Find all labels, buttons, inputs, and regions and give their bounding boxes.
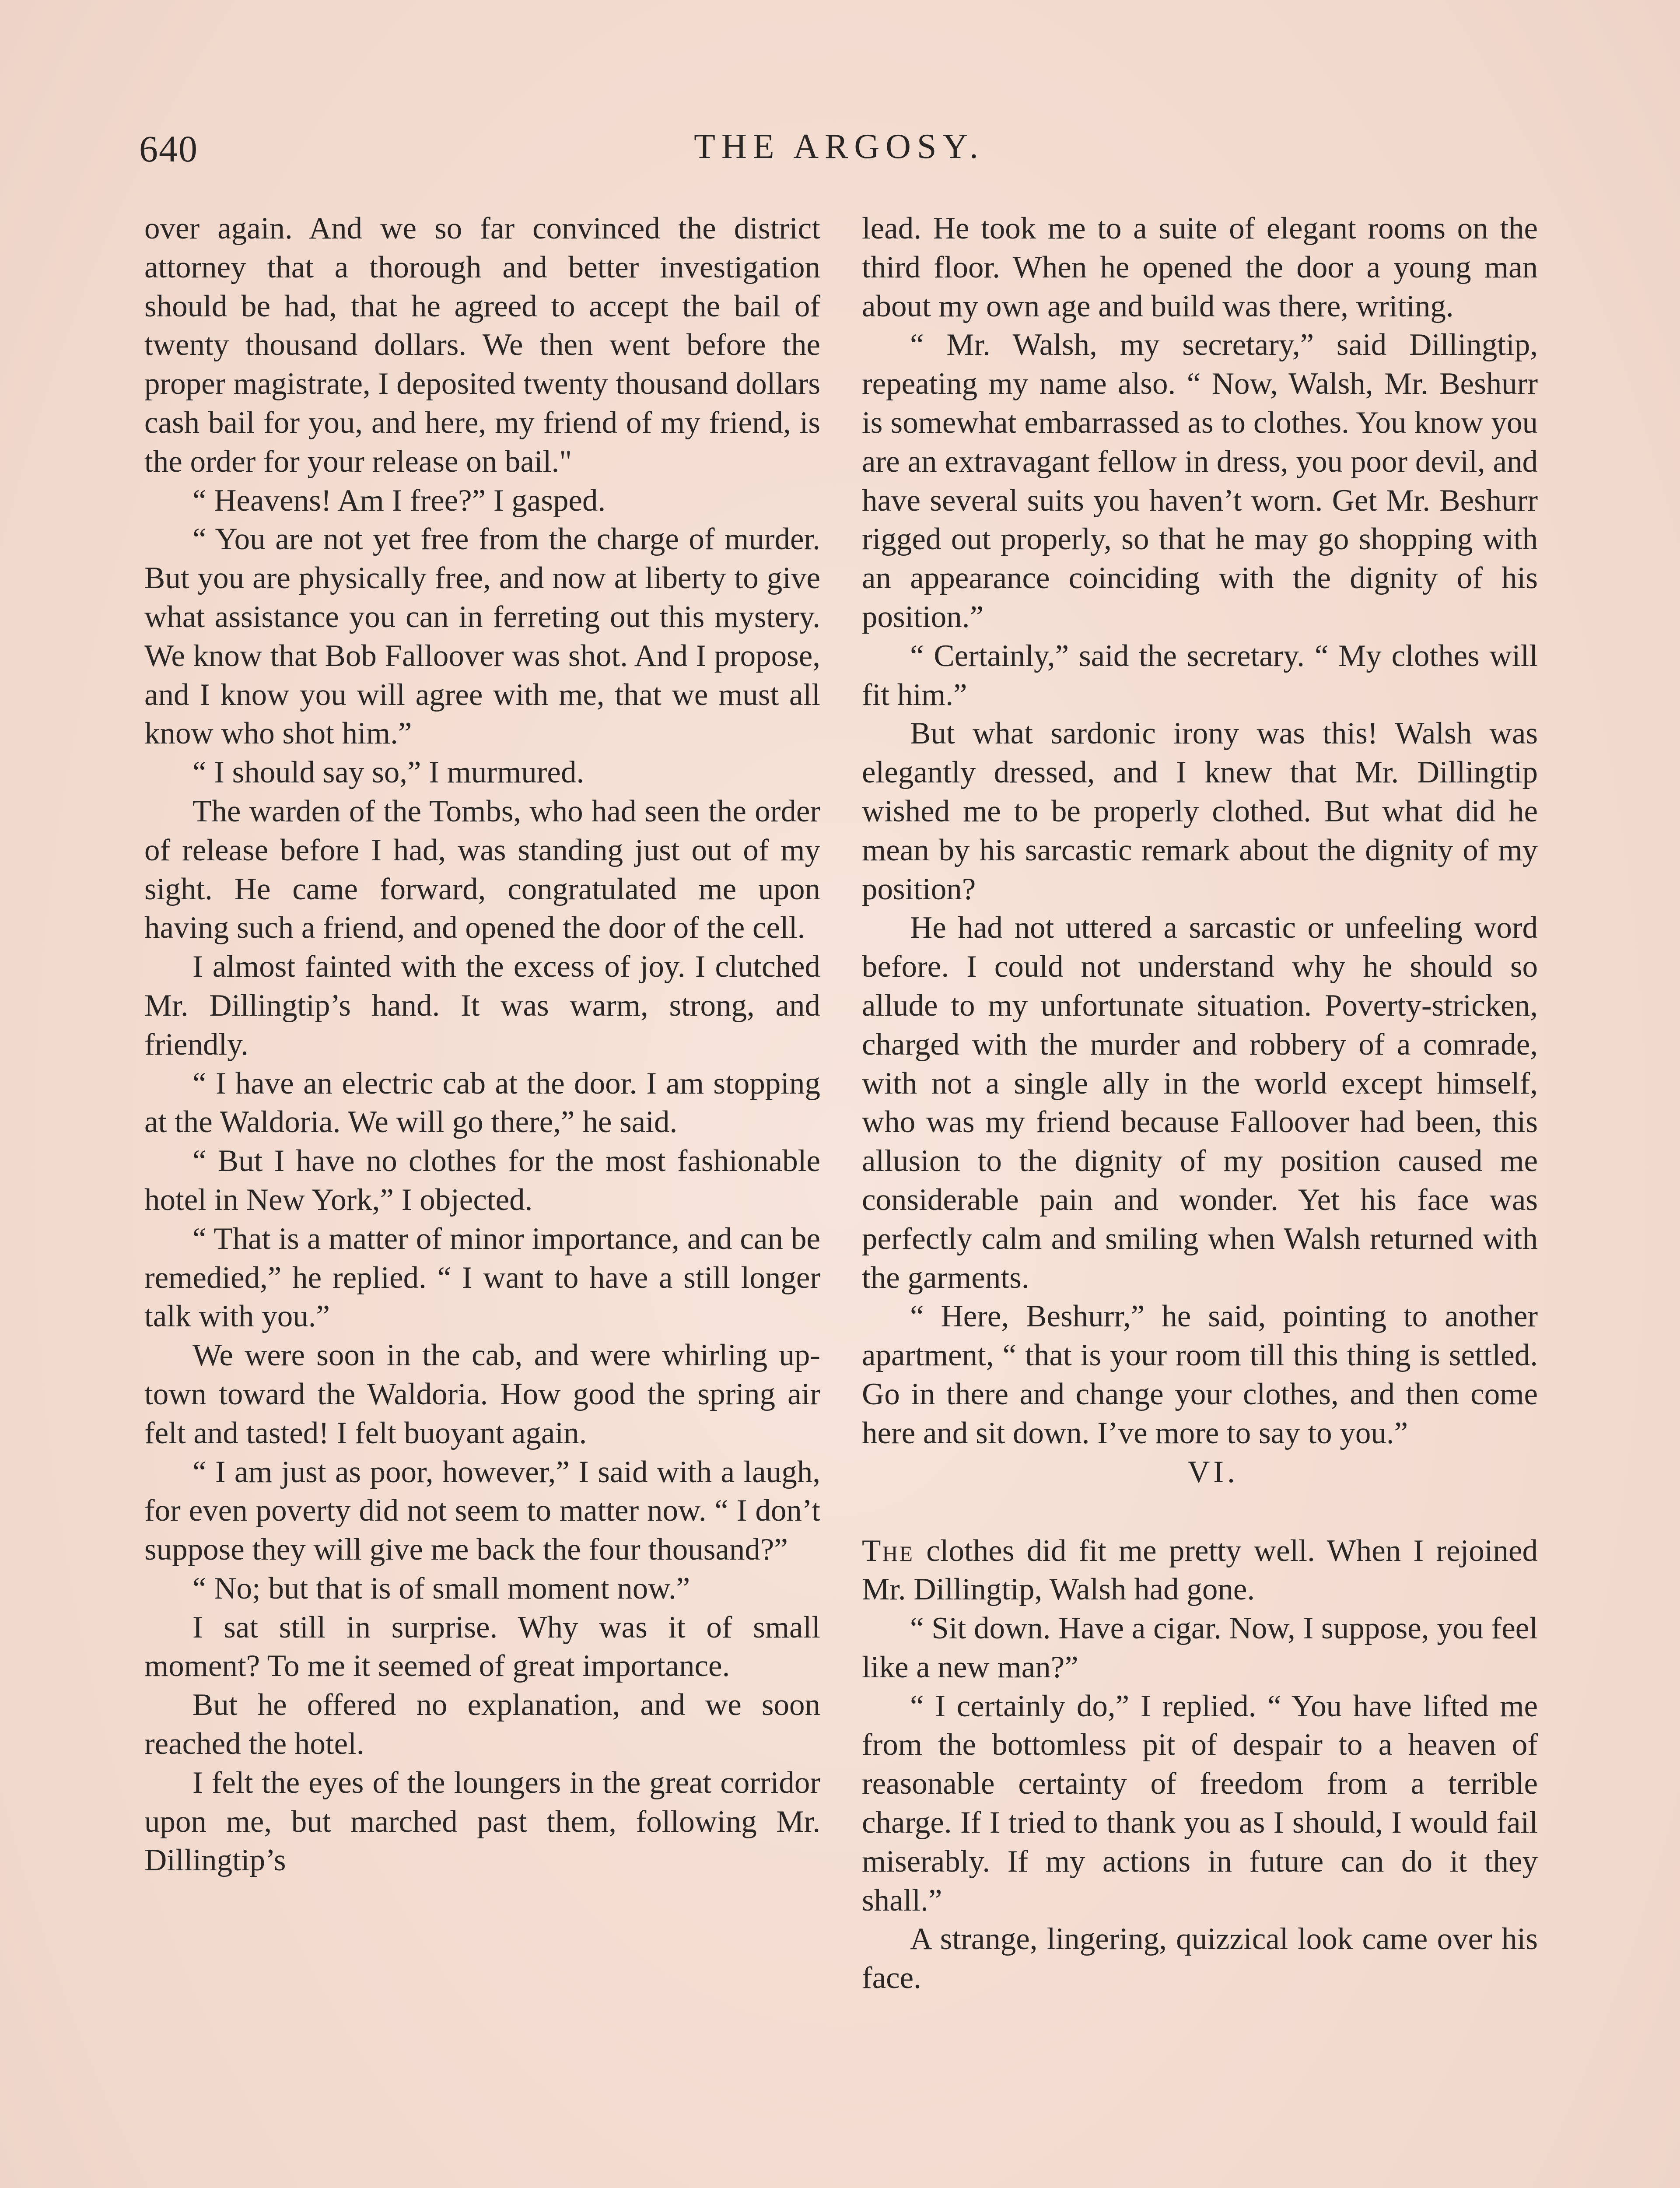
page-number: 640 <box>139 128 198 170</box>
paragraph: I felt the eyes of the loungers in the great corridor upon me, but marched past them, following Mr. Dillingtip’s <box>144 1765 820 1878</box>
paragraph: “ That is a matter of minor importance, and can be remedied,” he replied. “ I want to have a still longer talk with you.” <box>144 1221 820 1334</box>
right-column <box>862 209 1538 1998</box>
paragraph: “ But I have no clothes for the most fashionable hotel in New York,” I objected. <box>144 1144 820 1217</box>
paragraph: “ I am just as poor, however,” I said with a laugh, for even poverty did not seem to matter now. “ I don’t suppose they will give me back the four thousand?” <box>144 1455 820 1567</box>
paragraph: “ No; but that is of small moment now.” <box>192 1571 690 1606</box>
paragraph: He had not uttered a sarcastic or unfeeling word before. I could not understand why he should so allude to my unfortunate situation. Poverty-stricken, charged with the murder and robbery of a comrade, with not a single ally in the world except himself, who was my friend because Falloover had been, this allusion to the dignity of my position caused me considerable pain and wonder. Yet his face was perfectly calm and smiling when Walsh returned with the garments. <box>862 911 1538 1295</box>
running-title: THE ARGOSY. <box>694 127 984 166</box>
left-column <box>144 209 820 1880</box>
paragraph: “ Heavens! Am I free?” I gasped. <box>192 483 606 518</box>
paragraph: “ I should say so,” I murmured. <box>192 755 584 790</box>
paragraph: The warden of the Tombs, who had seen the order of release before I had, was standing just out of my sight. He came forward, congratulated me upon having such a friend, and opened the door of the cell. <box>144 794 820 945</box>
page-header <box>139 127 1539 175</box>
paragraph: “ Sit down. Have a cigar. Now, I suppose, you feel like a new man?” <box>862 1611 1538 1684</box>
section-first-word: The <box>862 1533 914 1568</box>
paragraph: We were soon in the cab, and were whirling up-town toward the Waldoria. How good the spring air felt and tasted! I felt buoyant again. <box>144 1338 820 1450</box>
paragraph: lead. He took me to a suite of elegant rooms on the third floor. When he opened the door a young man about my own age and build was there, writing. <box>862 211 1538 323</box>
paragraph: “ Certainly,” said the secretary. “ My clothes will fit him.” <box>862 638 1538 712</box>
paragraph: over again. And we so far convinced the district attorney that a thorough and better investigation should be had, that he agreed to accept the bail of twenty thousand dollars. We then went before the proper magistrate, I deposited twenty thousand dollars cash bail for you, and here, my friend of my friend, is the order for your release on bail." <box>144 211 820 479</box>
paragraph: A strange, lingering, quizzical look came over his face. <box>862 1922 1538 1995</box>
paragraph: “ I have an electric cab at the door. I am stopping at the Waldoria. We will go there,” he said. <box>144 1066 820 1140</box>
paragraph: But he offered no explanation, and we soon reached the hotel. <box>144 1688 820 1761</box>
paragraph: “ Mr. Walsh, my secretary,” said Dillingtip, repeating my name also. “ Now, Walsh, Mr. Beshurr is somewhat embarrassed as to clothes. You know you are an extravagant fellow in dress, you poor devil, and have several suits you haven’t worn. Get Mr. Beshurr rigged out properly, so that he may go shopping with an appearance coinciding with the dignity of his position.” <box>862 328 1538 634</box>
paragraph: “ You are not yet free from the charge of murder. But you are physically free, and now at liberty to give what assistance you can in ferreting out this mystery. We know that Bob Falloover was shot. And I propose, and I know you will agree with me, that we must all know who shot him.” <box>144 522 820 751</box>
right-column-after-section <box>862 1609 1538 1998</box>
section-heading: VI. <box>1187 1455 1239 1489</box>
paragraph: I almost fainted with the excess of joy. I clutched Mr. Dillingtip’s hand. It was warm, strong, and friendly. <box>144 950 820 1062</box>
paragraph: “ Here, Beshurr,” he said, pointing to another apartment, “ that is your room till this thing is settled. Go in there and change your clothes, and then come here and sit down. I’ve more to say to you.” <box>862 1299 1538 1450</box>
paragraph: I sat still in surprise. Why was it of small moment? To me it seemed of great importance. <box>144 1610 820 1683</box>
paragraph: “ I certainly do,” I replied. “ You have lifted me from the bottomless pit of despair to a heaven of reasonable certainty of freedom from a terrible charge. If I tried to thank you as I should, I would fail miserably. If my actions in future can do it they shall.” <box>862 1689 1538 1918</box>
section-first-paragraph-text: clothes did fit me pretty well. When I rejoined Mr. Dillingtip, Walsh had gone. <box>862 1533 1538 1607</box>
paragraph: But what sardonic irony was this! Walsh was elegantly dressed, and I knew that Mr. Dillingtip wished me to be properly clothed. But what did he mean by his sarcastic remark about the dignity of my position? <box>862 716 1538 906</box>
right-column-before-section <box>862 209 1538 1453</box>
section-first-paragraph <box>862 1532 1538 1609</box>
